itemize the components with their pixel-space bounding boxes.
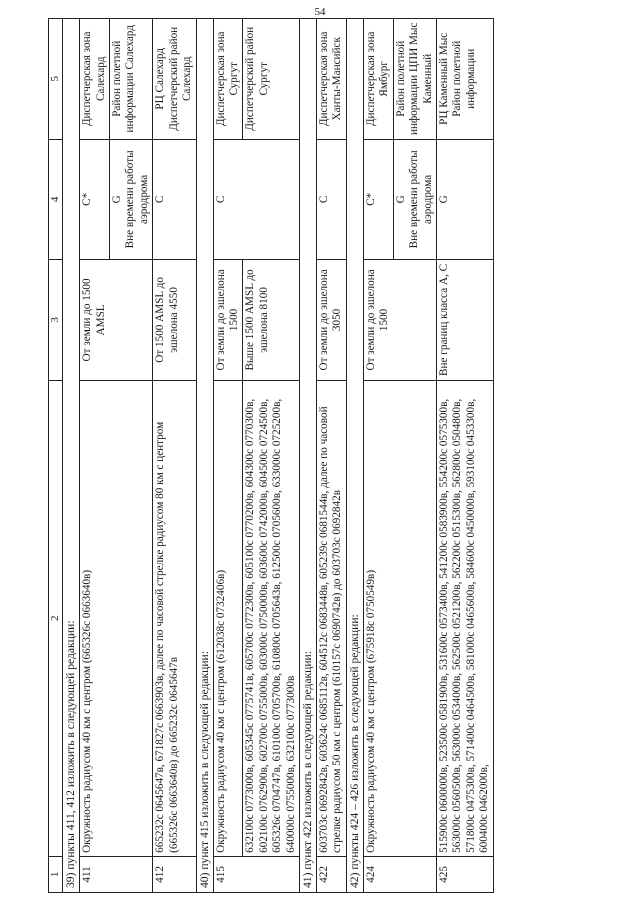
- row-description: Окружность радиусом 40 км с центром (665326с 0663640в): [80, 380, 153, 856]
- row-number: 422: [317, 856, 347, 892]
- row-time: Вне времени работы аэродрома: [124, 150, 150, 249]
- row-limits: Выше 1500 AMSL до эшелона 8100: [243, 260, 300, 381]
- row-unit: РЦ Каменный Мыс Район полетной информации: [437, 19, 494, 140]
- row-description: Окружность радиусом 40 км с центром (675918с 0750549в): [363, 380, 436, 856]
- section-title: 40) пункт 415 изложить в следующей редакции:: [196, 19, 213, 893]
- row-limits: От земли до эшелона 1500: [213, 260, 243, 381]
- row-unit: Район полетной информации ЦПИ Мыс Каменный: [393, 19, 436, 140]
- row-unit: Диспетчерская зона Ямбург: [363, 19, 393, 140]
- row-description: 665232с 0645647в, 671827с 0663903в, далее по часовой стрелке радиусом 80 км с центром (665326с 0663640в) до 665232с 0645647в: [153, 380, 196, 856]
- row-unit: Район полетной информации Салехард: [109, 19, 152, 140]
- section-title: 42) пункты 424 – 426 изложить в следующей редакции:: [346, 19, 363, 893]
- row-limits: От земли до 1500 AMSL: [80, 260, 153, 381]
- row-unit: Диспетчерская зона Сургут: [213, 19, 243, 140]
- table-row: [213, 19, 243, 893]
- header-col-1: 1: [49, 856, 63, 892]
- row-number: 412: [153, 856, 196, 892]
- row-number: 415: [213, 856, 300, 892]
- section-title: 39) пункты 411, 412 изложить в следующей редакции:: [63, 19, 80, 893]
- row-limits: От земли до эшелона 3050: [317, 260, 347, 381]
- table-row: [317, 19, 347, 893]
- section-title: 41) пункт 422 изложить в следующей редакции:: [300, 19, 317, 893]
- row-number: 411: [80, 856, 153, 892]
- row-unit: РЦ Салехард Диспетчерский район Салехард: [153, 19, 196, 140]
- table-row: [437, 19, 494, 893]
- header-col-5: 5: [49, 19, 63, 140]
- table-row: [153, 19, 196, 893]
- row-class: G: [437, 139, 494, 260]
- row-unit: Диспетчерская зона Салехард: [80, 19, 110, 140]
- header-col-3: 3: [49, 260, 63, 381]
- row-class: С: [153, 139, 196, 260]
- row-time: Вне времени работы аэродрома: [408, 150, 434, 249]
- row-limits: От земли до эшелона 1500: [363, 260, 436, 381]
- row-number: 424: [363, 856, 436, 892]
- row-description: 515900с 0600000в, 523500с 0581900в, 531600с 0573400в, 541200с 0583900в, 554200с 0575300в, 563000с 0560500в, 563000с 0534000в, 562500с 0521200в, 562200с 0515300в, 562800с 0504800в, 571800с 0475300в, 571400с 0464500в, 581000с 0465600в, 584600с 0450000в, 593100с 0453300в, 600400с 0462000в,: [437, 380, 494, 856]
- row-limits: Вне границ класса А, С: [437, 260, 494, 381]
- row-class: С*: [80, 139, 110, 260]
- row-class: G: [394, 195, 407, 204]
- row-class: С: [317, 139, 347, 260]
- table-row: [80, 19, 110, 893]
- header-col-2: 2: [49, 380, 63, 856]
- row-limits: От 1500 AMSL до эшелона 4550: [153, 260, 196, 381]
- row-unit: Диспетчерский район Сургут: [243, 19, 300, 140]
- header-col-4: 4: [49, 139, 63, 260]
- row-description: Окружность радиусом 40 км с центром (612038с 0732406в): [213, 380, 243, 856]
- header-row: [49, 19, 63, 893]
- row-class: С*: [363, 139, 393, 260]
- row-class-time: [109, 139, 152, 260]
- row-description: 632100с 0773000в, 605345с 0775741в, 605700с 0772300в, 605100с 0770200в, 604300с 0770300в, 602100с 0762900в, 602700с 0755000в, 603000с 0750000в, 603600с 0742000в, 604500с 0724500в, 605326с 0704747в, 610100с 0705700в, 610800с 0705643в, 612500с 0705600в, 633000с 0725200в, 640000с 0755000в, 632100с 0773000в: [243, 380, 300, 856]
- rotated-table-frame: [48, 18, 640, 893]
- row-class: G: [110, 195, 123, 204]
- airspace-table: [48, 18, 494, 893]
- row-description: 603703с 0692842в, 603624с 0685112в, 604512с 0683448в, 605239с 0681544в, далее по часовой стрелке радиусом 50 км с центром (610157с 0690742в) до 603703с 0692842в: [317, 380, 347, 856]
- row-number: 425: [437, 856, 494, 892]
- page-number: 54: [314, 6, 326, 18]
- row-unit: Диспетчерская зона Ханты-Мансийск: [317, 19, 347, 140]
- table-row: [363, 19, 393, 893]
- row-class-time: [393, 139, 436, 260]
- row-class: С: [213, 139, 300, 260]
